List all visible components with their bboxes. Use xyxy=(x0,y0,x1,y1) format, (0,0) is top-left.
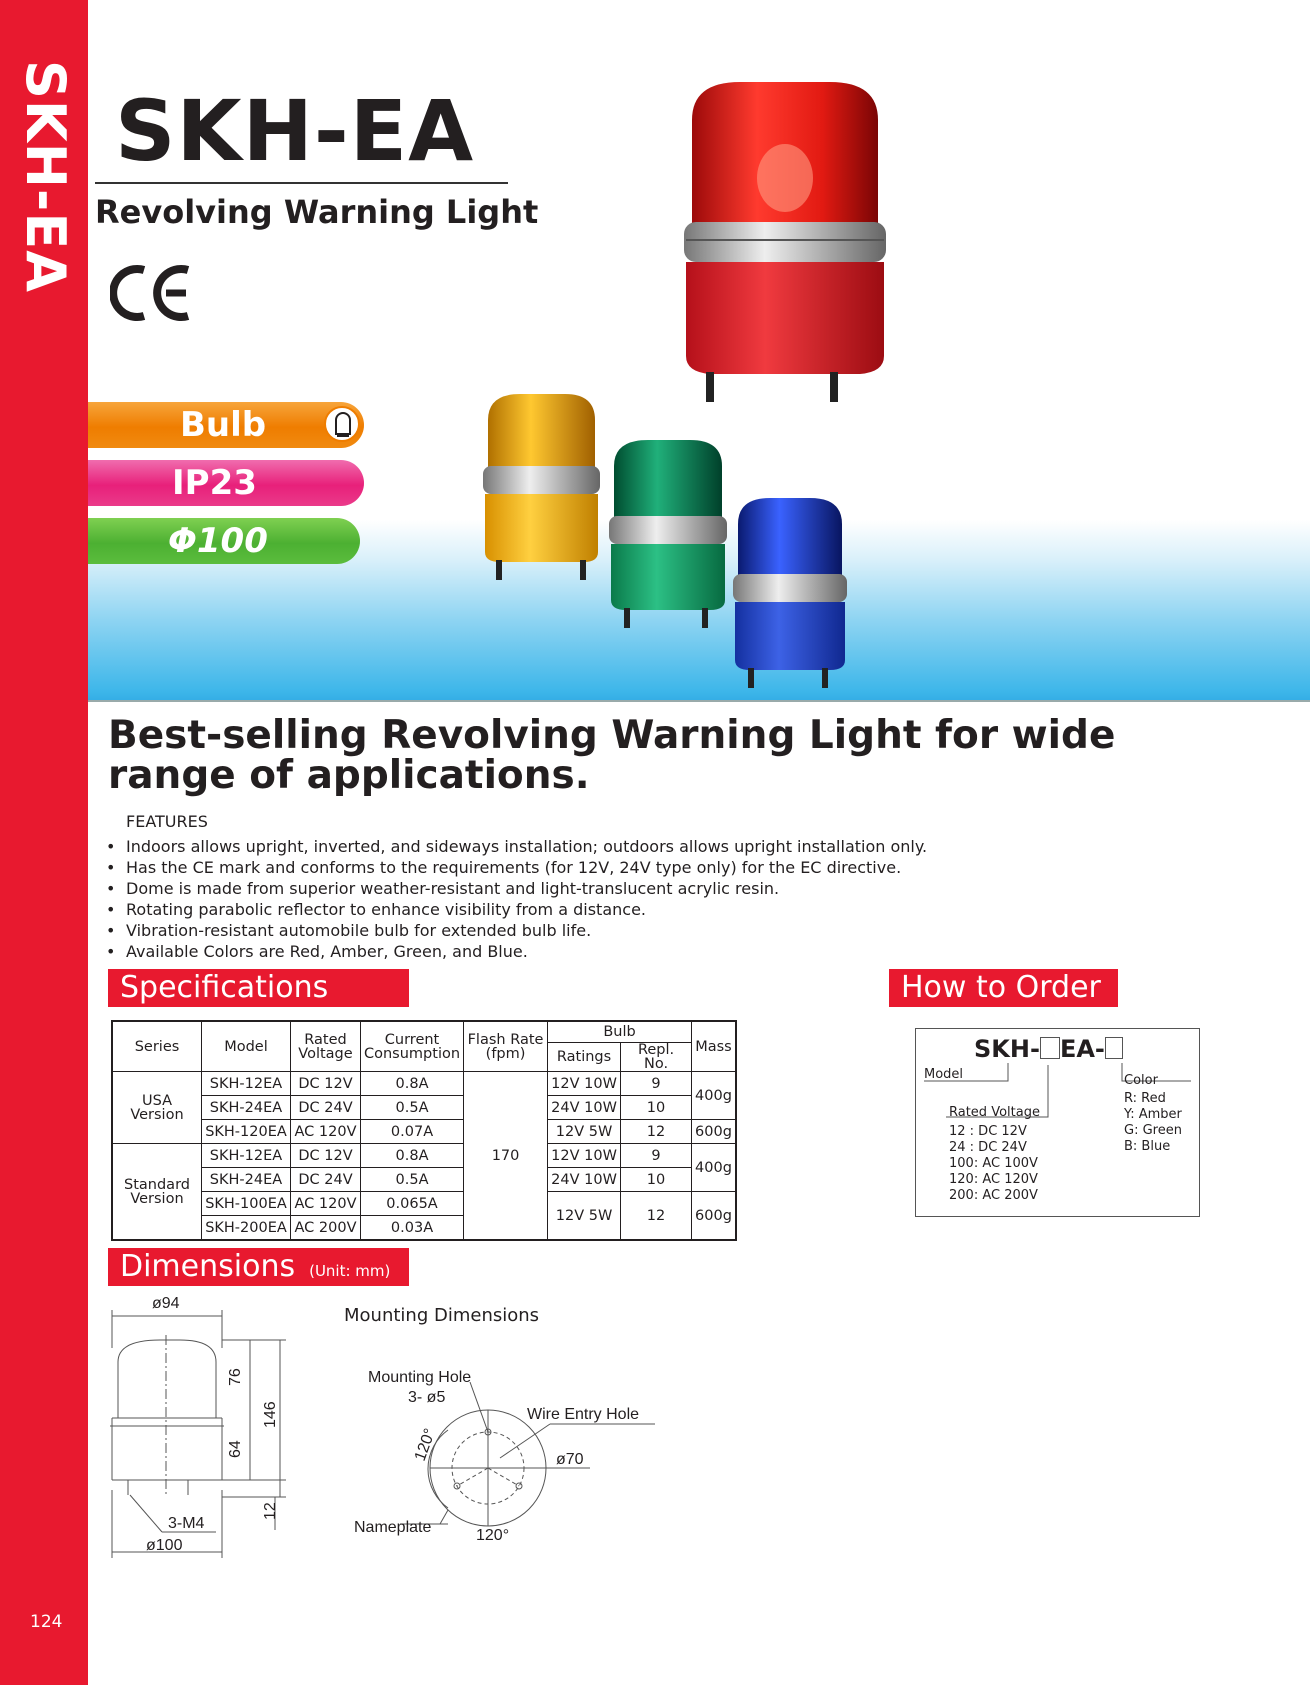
dim-base-height: 64 xyxy=(227,1440,244,1458)
cell: DC 24V xyxy=(291,1096,361,1120)
color-option: G: Green xyxy=(1124,1123,1182,1138)
cell: 12V 5W xyxy=(548,1120,621,1144)
code-prefix: SKH- xyxy=(974,1035,1040,1063)
cell: SKH-120EA xyxy=(202,1120,291,1144)
dimensions-heading xyxy=(108,1248,409,1286)
features-label: FEATURES xyxy=(126,812,208,831)
dim-total-height: 146 xyxy=(262,1401,279,1428)
dim-base-diameter: ø100 xyxy=(146,1537,183,1554)
diameter-label: Φ100 xyxy=(168,521,268,561)
mounting-hole-spec: 3- ø5 xyxy=(408,1389,446,1406)
color-option: Y: Amber xyxy=(1124,1107,1182,1122)
cell: DC 12V xyxy=(291,1144,361,1168)
dimension-drawing xyxy=(100,1290,360,1570)
voltage-option: 24 : DC 24V xyxy=(949,1140,1027,1155)
series-cell: Standard Version xyxy=(112,1144,202,1241)
cell: DC 24V xyxy=(291,1168,361,1192)
feature-item: • Available Colors are Red, Amber, Green, and Blue. xyxy=(106,941,927,962)
mounting-hole-label: Mounting Hole xyxy=(368,1369,472,1386)
blue-light-image xyxy=(733,498,847,688)
cell: 12 xyxy=(621,1192,692,1241)
ip-rating-label: IP23 xyxy=(172,463,257,503)
feature-item: • Rotating parabolic reflector to enhance visibility from a distance. xyxy=(106,899,927,920)
cell: 0.07A xyxy=(361,1120,464,1144)
cell: DC 12V xyxy=(291,1072,361,1096)
table-row xyxy=(112,1192,736,1216)
dimensions-unit: (Unit: mm) xyxy=(309,1262,391,1280)
col-series: Series xyxy=(112,1021,202,1072)
cell: SKH-100EA xyxy=(202,1192,291,1216)
cell: SKH-24EA xyxy=(202,1096,291,1120)
cell: 600g xyxy=(692,1192,736,1241)
dimensions-title: Dimensions xyxy=(120,1249,296,1284)
cell: 600g xyxy=(692,1120,736,1144)
cell: AC 200V xyxy=(291,1216,361,1241)
product-photos xyxy=(0,0,1310,700)
cell: 24V 10W xyxy=(548,1096,621,1120)
cell: 12V 5W xyxy=(548,1192,621,1241)
cell: 12V 10W xyxy=(548,1072,621,1096)
code-mid: EA- xyxy=(1059,1035,1105,1063)
table-row xyxy=(112,1096,736,1120)
cell: 10 xyxy=(621,1168,692,1192)
model-label: Model xyxy=(924,1067,964,1082)
cell: 0.8A xyxy=(361,1072,464,1096)
cell: SKH-12EA xyxy=(202,1072,291,1096)
feature-item: • Vibration-resistant automobile bulb for extended bulb life. xyxy=(106,920,927,941)
mounting-drawing xyxy=(340,1362,660,1552)
cell: SKH-12EA xyxy=(202,1144,291,1168)
table-row xyxy=(112,1144,736,1168)
cell: 12V 10W xyxy=(548,1144,621,1168)
dim-thread: 3-M4 xyxy=(168,1515,205,1532)
color-label: Color xyxy=(1124,1073,1158,1088)
nameplate-label: Nameplate xyxy=(354,1519,432,1536)
cell: 12 xyxy=(621,1120,692,1144)
dim-foot-height: 12 xyxy=(262,1502,279,1520)
voltage-option: 200: AC 200V xyxy=(949,1188,1038,1203)
wire-entry-label: Wire Entry Hole xyxy=(527,1406,640,1423)
divider xyxy=(88,700,1310,702)
voltage-label: Rated Voltage xyxy=(949,1105,1040,1120)
table-row xyxy=(112,1120,736,1144)
cell: 9 xyxy=(621,1072,692,1096)
col-mass: Mass xyxy=(692,1021,736,1072)
cell: AC 120V xyxy=(291,1192,361,1216)
features-list xyxy=(106,836,927,962)
page-number: 124 xyxy=(30,1612,63,1632)
cell: 400g xyxy=(692,1072,736,1120)
how-to-order-heading: How to Order xyxy=(889,969,1118,1007)
feature-item: • Dome is made from superior weather-resistant and light-translucent acrylic resin. xyxy=(106,878,927,899)
pcd-label: ø70 xyxy=(556,1451,584,1468)
order-code-box xyxy=(915,1028,1200,1217)
cell: 0.5A xyxy=(361,1096,464,1120)
cell: 0.5A xyxy=(361,1168,464,1192)
cell: 0.03A xyxy=(361,1216,464,1241)
red-light-image xyxy=(684,82,886,402)
specifications-heading: Specifications xyxy=(108,969,409,1007)
col-voltage: Rated Voltage xyxy=(291,1021,361,1072)
color-option: R: Red xyxy=(1124,1091,1166,1106)
color-options xyxy=(1124,1091,1182,1155)
flash-rate-cell: 170 xyxy=(464,1072,548,1241)
voltage-option: 100: AC 100V xyxy=(949,1156,1038,1171)
series-cell: USA Version xyxy=(112,1072,202,1144)
angle-label-2: 120° xyxy=(476,1527,510,1544)
page-subtitle: Revolving Warning Light xyxy=(95,193,539,231)
cell: SKH-24EA xyxy=(202,1168,291,1192)
cell: AC 120V xyxy=(291,1120,361,1144)
cell: 10 xyxy=(621,1096,692,1120)
color-option: B: Blue xyxy=(1124,1139,1171,1154)
table-row xyxy=(112,1168,736,1192)
headline: Best-selling Revolving Warning Light for wide range of applications. xyxy=(108,713,1116,798)
table-row xyxy=(112,1072,736,1096)
amber-light-image xyxy=(483,394,600,580)
cell: 9 xyxy=(621,1144,692,1168)
cell: 400g xyxy=(692,1144,736,1192)
cell: SKH-200EA xyxy=(202,1216,291,1241)
cell: 0.065A xyxy=(361,1192,464,1216)
cell: 0.8A xyxy=(361,1144,464,1168)
bulb-badge-label: Bulb xyxy=(180,405,267,445)
sidebar-title: SKH-EA xyxy=(14,60,77,294)
specifications-table xyxy=(111,1020,737,1241)
dim-dome-height: 76 xyxy=(227,1368,244,1386)
feature-item: • Has the CE mark and conforms to the requirements (for 12V, 24V type only) for the EC directive. xyxy=(106,857,927,878)
mounting-title: Mounting Dimensions xyxy=(344,1305,540,1326)
col-model: Model xyxy=(202,1021,291,1072)
col-ratings: Ratings xyxy=(548,1043,621,1072)
green-light-image xyxy=(609,440,727,628)
voltage-option: 12 : DC 12V xyxy=(949,1124,1027,1139)
cell: 24V 10W xyxy=(548,1168,621,1192)
col-repl: Repl. No. xyxy=(621,1043,692,1072)
angle-label-1: 120° xyxy=(411,1426,440,1464)
voltage-options xyxy=(949,1124,1038,1204)
col-current: Current Consumption xyxy=(361,1021,464,1072)
col-flash: Flash Rate (fpm) xyxy=(464,1021,548,1072)
col-bulb: Bulb xyxy=(548,1021,692,1043)
dim-top-diameter: ø94 xyxy=(152,1295,180,1312)
voltage-option: 120: AC 120V xyxy=(949,1172,1038,1187)
feature-item: • Indoors allows upright, inverted, and sideways installation; outdoors allows upright installation only. xyxy=(106,836,927,857)
page-title: SKH-EA xyxy=(115,82,475,180)
